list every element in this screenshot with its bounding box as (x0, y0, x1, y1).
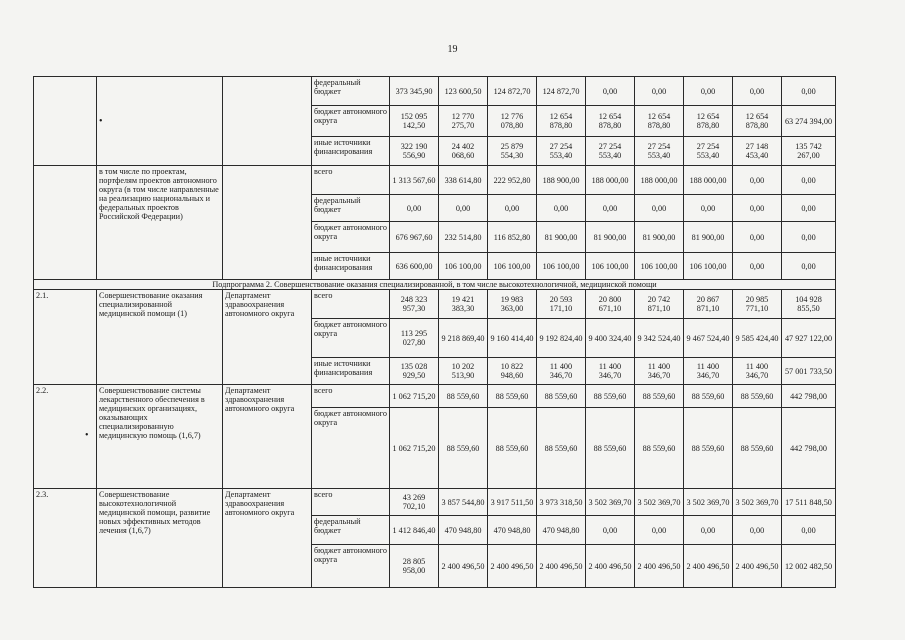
subprogram-title-row (34, 280, 836, 290)
amount-cell: 135 742 267,00 (782, 137, 836, 166)
amount-cell: 0,00 (586, 516, 635, 545)
amount-cell: 9 342 524,40 (635, 319, 684, 358)
table-row (34, 77, 836, 106)
amount-cell: 12 654 878,80 (635, 106, 684, 137)
event-name-cell: Совершенствование оказания специализированной медицинской помощи (1) (97, 290, 223, 385)
amount-cell: 81 900,00 (586, 222, 635, 253)
amount-cell: 113 295 027,80 (390, 319, 439, 358)
funding-source-cell: бюджет автономного округа (312, 545, 390, 588)
amount-cell: 27 254 553,40 (537, 137, 586, 166)
executor-cell: Департамент здравоохранения автономного округа (223, 385, 312, 489)
number-cell: 2.1. (34, 290, 97, 385)
amount-cell: 0,00 (782, 166, 836, 195)
amount-cell: 106 100,00 (586, 253, 635, 280)
amount-cell: 11 400 346,70 (684, 358, 733, 385)
funding-source-cell: бюджет автономного округа (312, 319, 390, 358)
event-name-cell: Совершенствование системы лекарственного обеспечения в медицинских организациях, оказывающих специализированную медицинскую помощь (1,6,7) • (97, 385, 223, 489)
amount-cell: 0,00 (488, 195, 537, 222)
amount-cell: 88 559,60 (537, 408, 586, 489)
amount-cell: 1 062 715,20 (390, 385, 439, 408)
amount-cell: 11 400 346,70 (635, 358, 684, 385)
amount-cell: 0,00 (733, 77, 782, 106)
funding-source-cell: всего (312, 166, 390, 195)
amount-cell: 3 502 369,70 (684, 489, 733, 516)
amount-cell: 104 928 855,50 (782, 290, 836, 319)
executor-cell (223, 166, 312, 280)
subprogram-title: Подпрограмма 2. Совершенствование оказания специализированной, в том числе высокотехнологичной, медицинской помощи (34, 280, 836, 290)
amount-cell: 0,00 (733, 253, 782, 280)
amount-cell: 0,00 (635, 516, 684, 545)
executor-cell: Департамент здравоохранения автономного округа (223, 290, 312, 385)
number-cell (34, 166, 97, 280)
margin-dot: • (99, 115, 103, 127)
amount-cell: 106 100,00 (488, 253, 537, 280)
event-name-cell: Совершенствование высокотехнологичной медицинской помощи, развитие новых эффективных методов лечения (1,6,7) (97, 489, 223, 588)
amount-cell: 2 400 496,50 (439, 545, 488, 588)
amount-cell: 116 852,80 (488, 222, 537, 253)
amount-cell: 3 917 511,50 (488, 489, 537, 516)
amount-cell: 676 967,60 (390, 222, 439, 253)
amount-cell: 636 600,00 (390, 253, 439, 280)
amount-cell: 17 511 848,50 (782, 489, 836, 516)
amount-cell: 0,00 (782, 77, 836, 106)
amount-cell: 106 100,00 (635, 253, 684, 280)
amount-cell: 28 805 958,00 (390, 545, 439, 588)
amount-cell: 1 313 567,60 (390, 166, 439, 195)
amount-cell: 1 412 846,40 (390, 516, 439, 545)
amount-cell: 0,00 (733, 222, 782, 253)
amount-cell: 12 770 275,70 (439, 106, 488, 137)
amount-cell: 0,00 (684, 516, 733, 545)
amount-cell: 20 742 871,10 (635, 290, 684, 319)
amount-cell: 12 654 878,80 (586, 106, 635, 137)
funding-source-cell: бюджет автономного округа (312, 106, 390, 137)
amount-cell: 232 514,80 (439, 222, 488, 253)
table-row (34, 290, 836, 319)
funding-source-cell: иные источники финансирования (312, 137, 390, 166)
amount-cell: 88 559,60 (488, 408, 537, 489)
amount-cell: 124 872,70 (537, 77, 586, 106)
amount-cell: 12 002 482,50 (782, 545, 836, 588)
amount-cell: 3 502 369,70 (733, 489, 782, 516)
amount-cell: 9 400 324,40 (586, 319, 635, 358)
amount-cell: 188 000,00 (684, 166, 733, 195)
amount-cell: 3 502 369,70 (635, 489, 684, 516)
amount-cell: 9 218 869,40 (439, 319, 488, 358)
executor-cell: Департамент здравоохранения автономного округа (223, 489, 312, 588)
amount-cell: 12 654 878,80 (537, 106, 586, 137)
amount-cell: 0,00 (782, 253, 836, 280)
amount-cell: 20 985 771,10 (733, 290, 782, 319)
amount-cell: 88 559,60 (586, 385, 635, 408)
table-row (34, 385, 836, 408)
amount-cell: 10 202 513,90 (439, 358, 488, 385)
funding-source-cell: федеральный бюджет (312, 195, 390, 222)
event-name-cell (97, 77, 223, 166)
amount-cell: 338 614,80 (439, 166, 488, 195)
amount-cell: 0,00 (733, 195, 782, 222)
amount-cell: 0,00 (586, 195, 635, 222)
amount-cell: 27 254 553,40 (684, 137, 733, 166)
amount-cell: 0,00 (537, 195, 586, 222)
funding-source-cell: бюджет автономного округа (312, 408, 390, 489)
amount-cell: 135 028 929,50 (390, 358, 439, 385)
amount-cell: 81 900,00 (684, 222, 733, 253)
number-cell: 2.2. (34, 385, 97, 489)
margin-dot: • (85, 430, 89, 441)
amount-cell: 2 400 496,50 (537, 545, 586, 588)
amount-cell: 0,00 (782, 195, 836, 222)
amount-cell: 24 402 068,60 (439, 137, 488, 166)
funding-source-cell: федеральный бюджет (312, 77, 390, 106)
number-cell: 2.3. (34, 489, 97, 588)
amount-cell: 20 593 171,10 (537, 290, 586, 319)
amount-cell: 20 800 671,10 (586, 290, 635, 319)
amount-cell: 0,00 (635, 77, 684, 106)
table-body (34, 77, 836, 588)
amount-cell: 188 000,00 (635, 166, 684, 195)
funding-source-cell: иные источники финансирования (312, 253, 390, 280)
amount-cell: 0,00 (684, 77, 733, 106)
amount-cell: 373 345,90 (390, 77, 439, 106)
amount-cell: 0,00 (733, 166, 782, 195)
amount-cell: 10 822 948,60 (488, 358, 537, 385)
funding-source-cell: всего (312, 290, 390, 319)
number-cell (34, 77, 97, 166)
amount-cell: 0,00 (733, 516, 782, 545)
amount-cell: 3 857 544,80 (439, 489, 488, 516)
amount-cell: 43 269 702,10 (390, 489, 439, 516)
executor-cell (223, 77, 312, 166)
amount-cell: 27 148 453,40 (733, 137, 782, 166)
amount-cell: 222 952,80 (488, 166, 537, 195)
funding-source-cell: иные источники финансирования (312, 358, 390, 385)
amount-cell: 124 872,70 (488, 77, 537, 106)
amount-cell: 3 973 318,50 (537, 489, 586, 516)
amount-cell: 12 776 078,80 (488, 106, 537, 137)
amount-cell: 106 100,00 (537, 253, 586, 280)
amount-cell: 63 274 394,00 (782, 106, 836, 137)
table-row (34, 166, 836, 195)
amount-cell: 27 254 553,40 (635, 137, 684, 166)
amount-cell: 27 254 553,40 (586, 137, 635, 166)
amount-cell: 442 798,00 (782, 408, 836, 489)
amount-cell: 88 559,60 (733, 408, 782, 489)
amount-cell: 2 400 496,50 (586, 545, 635, 588)
amount-cell: 19 983 363,00 (488, 290, 537, 319)
amount-cell: 81 900,00 (635, 222, 684, 253)
amount-cell: 11 400 346,70 (733, 358, 782, 385)
amount-cell: 2 400 496,50 (635, 545, 684, 588)
amount-cell: 188 900,00 (537, 166, 586, 195)
amount-cell: 88 559,60 (635, 385, 684, 408)
amount-cell: 470 948,80 (488, 516, 537, 545)
amount-cell: 0,00 (782, 222, 836, 253)
amount-cell: 88 559,60 (537, 385, 586, 408)
amount-cell: 188 000,00 (586, 166, 635, 195)
amount-cell: 3 502 369,70 (586, 489, 635, 516)
amount-cell: 57 001 733,50 (782, 358, 836, 385)
amount-cell: 322 190 556,90 (390, 137, 439, 166)
page-number: 19 (447, 44, 458, 55)
amount-cell: 1 062 715,20 (390, 408, 439, 489)
amount-cell: 0,00 (439, 195, 488, 222)
amount-cell: 20 867 871,10 (684, 290, 733, 319)
amount-cell: 470 948,80 (439, 516, 488, 545)
amount-cell: 0,00 (586, 77, 635, 106)
amount-cell: 11 400 346,70 (537, 358, 586, 385)
amount-cell: 47 927 122,00 (782, 319, 836, 358)
amount-cell: 0,00 (782, 516, 836, 545)
amount-cell: 106 100,00 (684, 253, 733, 280)
funding-source-cell: всего (312, 385, 390, 408)
funding-source-cell: бюджет автономного округа (312, 222, 390, 253)
amount-cell: 88 559,60 (684, 385, 733, 408)
amount-cell: 9 585 424,40 (733, 319, 782, 358)
amount-cell: 152 095 142,50 (390, 106, 439, 137)
amount-cell: 0,00 (635, 195, 684, 222)
amount-cell: 88 559,60 (439, 385, 488, 408)
amount-cell: 123 600,50 (439, 77, 488, 106)
amount-cell: 88 559,60 (586, 408, 635, 489)
amount-cell: 88 559,60 (733, 385, 782, 408)
table-row (34, 489, 836, 516)
amount-cell: 470 948,80 (537, 516, 586, 545)
amount-cell: 11 400 346,70 (586, 358, 635, 385)
amount-cell: 88 559,60 (635, 408, 684, 489)
amount-cell: 19 421 383,30 (439, 290, 488, 319)
amount-cell: 0,00 (684, 195, 733, 222)
amount-cell: 0,00 (390, 195, 439, 222)
amount-cell: 248 323 957,30 (390, 290, 439, 319)
amount-cell: 88 559,60 (439, 408, 488, 489)
funding-source-cell: федеральный бюджет (312, 516, 390, 545)
amount-cell: 9 160 414,40 (488, 319, 537, 358)
amount-cell: 442 798,00 (782, 385, 836, 408)
amount-cell: 12 654 878,80 (684, 106, 733, 137)
amount-cell: 88 559,60 (488, 385, 537, 408)
amount-cell: 88 559,60 (684, 408, 733, 489)
amount-cell: 25 879 554,30 (488, 137, 537, 166)
program-financing-table (33, 76, 836, 588)
event-name-cell: в том числе по проектам, портфелям проектов автономного округа (в том числе направленные на реализацию национальных и федеральных проектов Российской Федерации) (97, 166, 223, 280)
amount-cell: 106 100,00 (439, 253, 488, 280)
amount-cell: 2 400 496,50 (488, 545, 537, 588)
amount-cell: 9 192 824,40 (537, 319, 586, 358)
amount-cell: 2 400 496,50 (733, 545, 782, 588)
amount-cell: 9 467 524,40 (684, 319, 733, 358)
funding-source-cell: всего (312, 489, 390, 516)
amount-cell: 2 400 496,50 (684, 545, 733, 588)
amount-cell: 12 654 878,80 (733, 106, 782, 137)
amount-cell: 81 900,00 (537, 222, 586, 253)
